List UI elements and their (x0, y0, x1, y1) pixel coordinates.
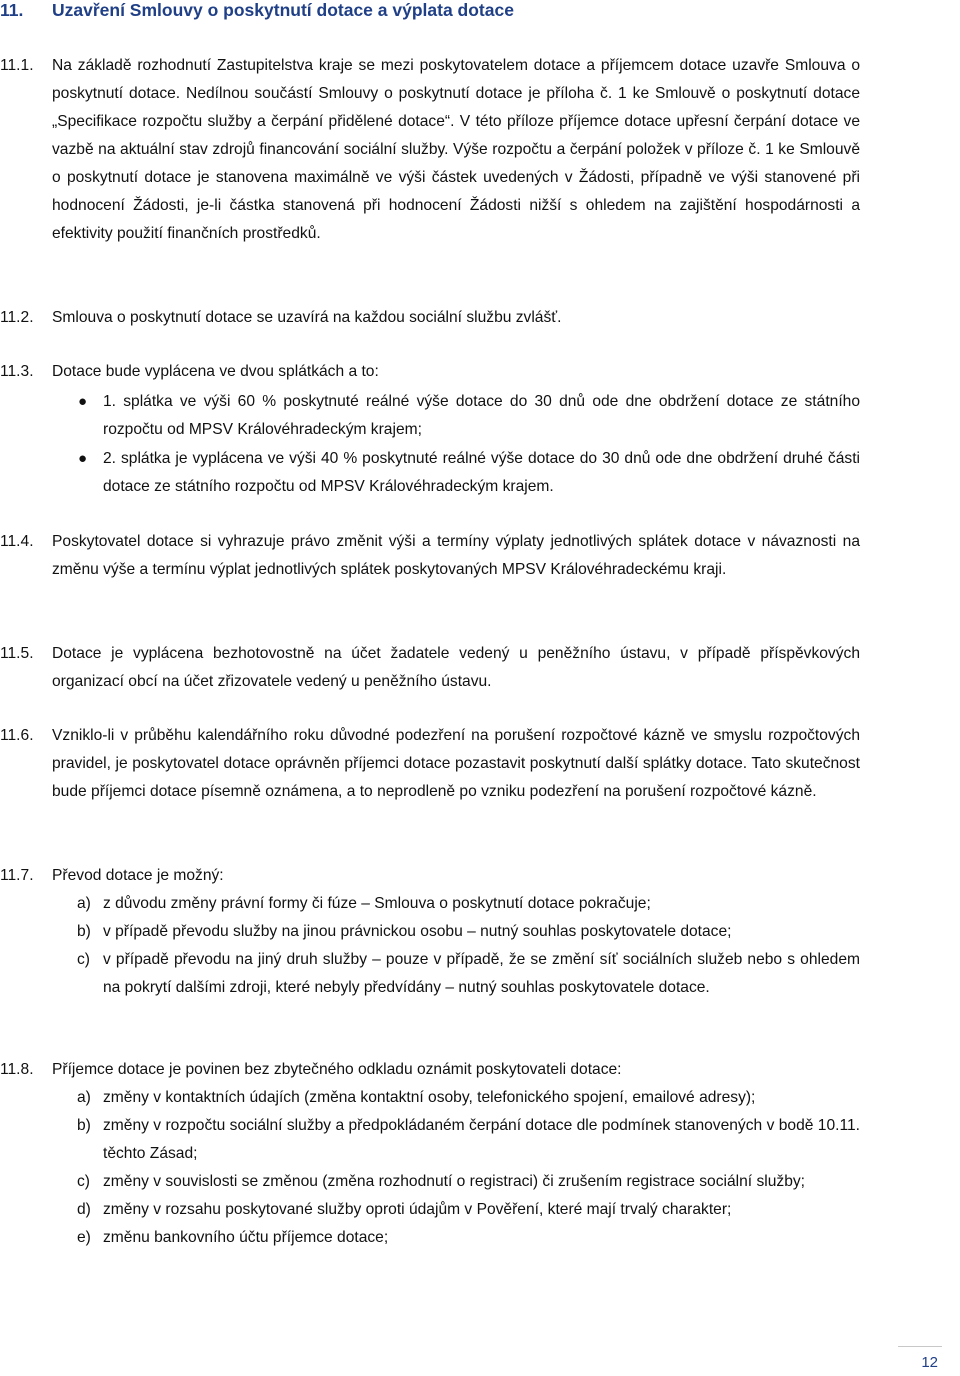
list-item-text: změnu bankovního účtu příjemce dotace; (103, 1229, 389, 1246)
list-item (0, 1112, 860, 1168)
clause-11-5 (0, 640, 860, 696)
transfer-conditions-list (0, 890, 860, 1002)
clause-11-4 (0, 528, 860, 584)
list-item (0, 445, 860, 501)
clause-number: 11.5. (0, 645, 34, 662)
clause-text: Na základě rozhodnutí Zastupitelstva kraje se mezi poskytovatelem dotace a příjemcem dotace uzavře Smlouva o poskytnutí dotace. Nedílnou součástí Smlouvy o poskytnutí dotace je příloha č. 1 ke Smlouvě o poskytnutí dotace „Specifikace rozpočtu služby a čerpání přidělené dotace“. V této příloze příjemce dotace upřesní čerpání dotace ve vazbě na aktuální stav zdrojů financování sociální služby. Výše rozpočtu a čerpání položek v příloze č. 1 ke Smlouvě o poskytnutí dotace je stanovena maximálně ve výši částek uvedených v Žádosti, případně ve výši stanovené při hodnocení Žádosti, je-li částka stanovená při hodnocení Žádosti nižší s ohledem na zajištění hospodárnosti a efektivity použití finančních prostředků. (52, 57, 860, 242)
clause-number: 11.7. (0, 867, 34, 884)
list-item (0, 918, 860, 946)
clause-11-2 (0, 304, 860, 332)
list-item-text: změny v kontaktních údajích (změna kontaktní osoby, telefonického spojení, emailové adresy); (103, 1089, 756, 1106)
notification-duties-list (0, 1084, 860, 1252)
list-item (0, 1084, 860, 1112)
list-item-text: v případě převodu služby na jinou právnickou osobu – nutný souhlas poskytovatele dotace; (103, 923, 732, 940)
footer-divider (898, 1346, 942, 1347)
list-item-text: změny v souvislosti se změnou (změna rozhodnutí o registraci) či zrušením registrace sociální služby; (103, 1173, 805, 1190)
clause-text: Příjemce dotace je povinen bez zbytečného odkladu oznámit poskytovateli dotace: (52, 1061, 622, 1078)
list-item (0, 1168, 860, 1196)
list-item-label: c) (77, 951, 90, 968)
section-title: Uzavření Smlouvy o poskytnutí dotace a výplata dotace (52, 0, 514, 20)
clause-11-7 (0, 862, 860, 890)
list-item-text: v případě převodu na jiný druh služby – pouze v případě, že se změní síť sociálních služeb nebo s ohledem na pokrytí dalšími zdroji, které nebyly předvídány – nutný souhlas poskytovatele dotace. (103, 951, 860, 996)
list-item-label: c) (77, 1173, 90, 1190)
section-number: 11. (0, 0, 24, 20)
clause-11-3 (0, 358, 860, 386)
clause-11-8 (0, 1056, 860, 1084)
clause-number: 11.2. (0, 309, 34, 326)
clause-text: Převod dotace je možný: (52, 867, 224, 884)
clause-text: Smlouva o poskytnutí dotace se uzavírá na každou sociální službu zvlášť. (52, 309, 562, 326)
clause-number: 11.4. (0, 533, 34, 550)
list-item (0, 890, 860, 918)
list-item-text: změny v rozsahu poskytované služby oproti údajům v Pověření, které mají trvalý charakter; (103, 1201, 732, 1218)
list-item (0, 946, 860, 1002)
list-item (0, 1196, 860, 1224)
list-item-label: b) (77, 923, 91, 940)
installment-list (0, 388, 860, 502)
list-item-text: změny v rozpočtu sociální služby a předpokládaném čerpání dotace dle podmínek stanovených v bodě 10.11. těchto Zásad; (103, 1117, 860, 1162)
clause-number: 11.6. (0, 727, 34, 744)
list-item-label: e) (77, 1229, 91, 1246)
clause-11-1 (0, 52, 860, 248)
list-item-label: b) (77, 1117, 91, 1134)
list-item-label: d) (77, 1201, 91, 1218)
clause-text: Poskytovatel dotace si vyhrazuje právo změnit výši a termíny výplaty jednotlivých splátek dotace v návaznosti na změnu výše a termínu výplat jednotlivých splátek poskytovaných MPSV Královéhradeckému kraji. (52, 533, 860, 578)
clause-number: 11.8. (0, 1061, 34, 1078)
bullet-icon: ● (78, 393, 88, 410)
list-item-text: 2. splátka je vyplácena ve výši 40 % poskytnuté reálné výše dotace do 30 dnů ode dne obdržení druhé části dotace ze státního rozpočtu od MPSV Královéhradeckým krajem. (103, 450, 860, 495)
list-item-label: a) (77, 895, 91, 912)
list-item-label: a) (77, 1089, 91, 1106)
list-item (0, 1224, 860, 1252)
clause-11-6 (0, 722, 860, 806)
clause-text: Dotace bude vyplácena ve dvou splátkách a to: (52, 363, 379, 380)
clause-text: Dotace je vyplácena bezhotovostně na účet žadatele vedený u peněžního ústavu, v případě příspěvkových organizací obcí na účet zřizovatele vedený u peněžního ústavu. (52, 645, 860, 690)
list-item-text: 1. splátka ve výši 60 % poskytnuté reálné výše dotace do 30 dnů ode dne obdržení dotace ze státního rozpočtu od MPSV Královéhradeckým krajem; (103, 393, 860, 438)
section-heading (0, 0, 514, 20)
bullet-icon: ● (78, 450, 88, 467)
clause-text: Vzniklo-li v průběhu kalendářního roku důvodné podezření na porušení rozpočtové kázně ve smyslu rozpočtových pravidel, je poskytovatel dotace oprávněn příjemci dotace pozastavit poskytnutí další splátky dotace. Tato skutečnost bude příjemci dotace písemně oznámena, a to neprodleně po vzniku podezření na porušení rozpočtové kázně. (52, 727, 860, 800)
clause-number: 11.1. (0, 57, 34, 74)
clause-number: 11.3. (0, 363, 34, 380)
page-number: 12 (921, 1354, 938, 1371)
list-item-text: z důvodu změny právní formy či fúze – Smlouva o poskytnutí dotace pokračuje; (103, 895, 651, 912)
list-item (0, 388, 860, 444)
